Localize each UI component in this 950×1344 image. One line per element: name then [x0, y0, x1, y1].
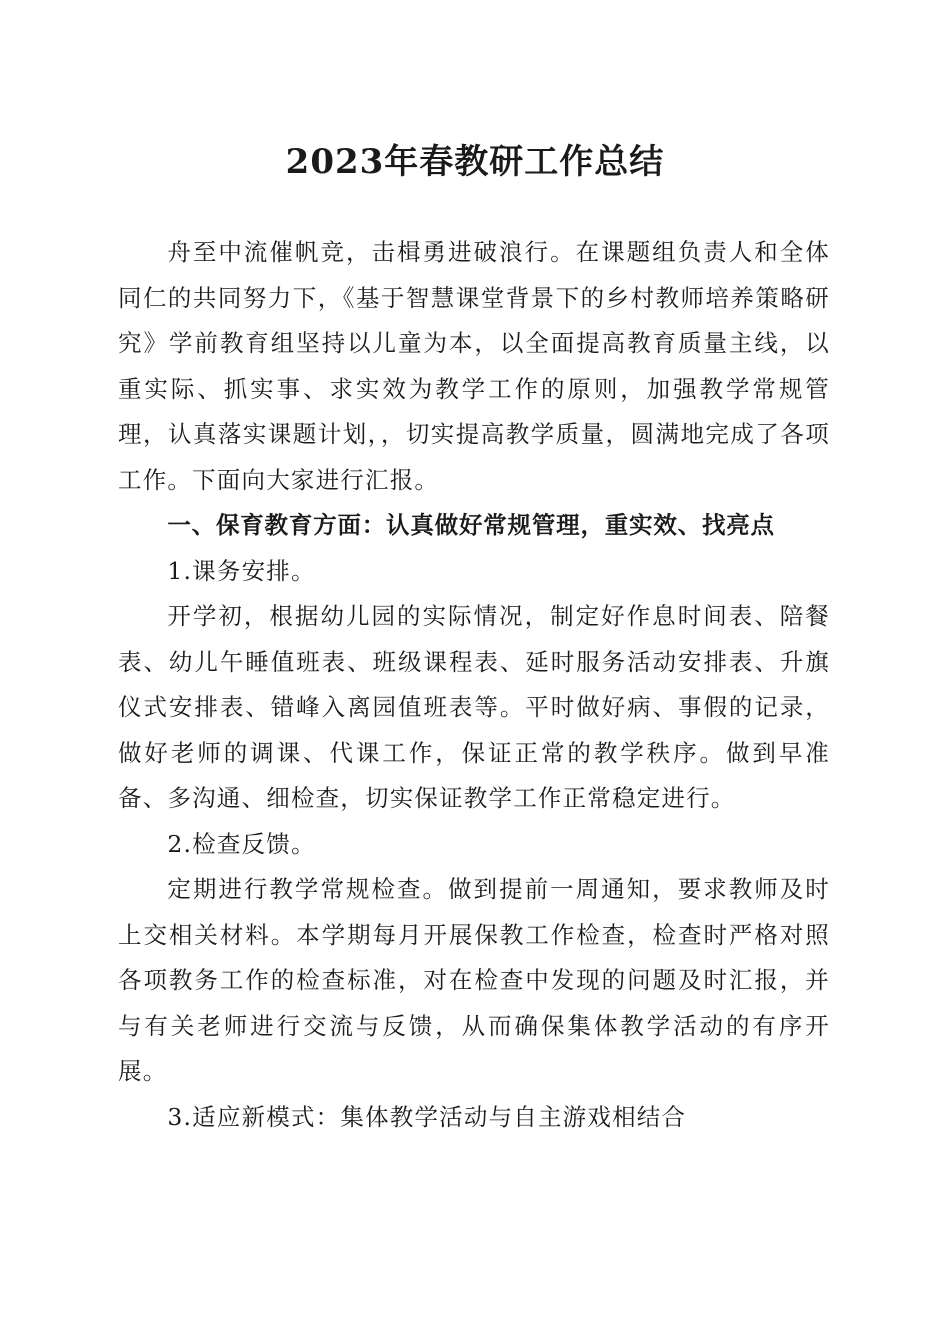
intro-paragraph: 舟至中流催帆竞，击楫勇进破浪行。在课题组负责人和全体同仁的共同努力下，《基于智慧课堂背景下的乡村教师培养策略研究》学前教育组坚持以儿童为本，以全面提高教育质量主线，以重实际、抓实事、求实效为教学工作的原则，加强教学常规管理，认真落实课题计划，，切实提高教学质量，圆满地完成了各项工作。下面向大家进行汇报。 [118, 238, 830, 494]
document-title: 2023年春教研工作总结 [285, 142, 665, 182]
section-heading: 一、保育教育方面：认真做好常规管理，重实效、找亮点 [167, 511, 775, 539]
subheading-inspection-feedback: 2.检查反馈。 [167, 829, 316, 858]
subheading-new-mode: 3.适应新模式：集体教学活动与自主游戏相结合 [167, 1102, 687, 1131]
document-body [118, 230, 830, 1140]
inspection-feedback-paragraph: 定期进行教学常规检查。做到提前一周通知，要求教师及时上交相关材料。本学期每月开展保教工作检查，检查时严格对照各项教务工作的检查标准，对在检查中发现的问题及时汇报，并与有关老师进行交流与反馈，从而确保集体教学活动的有序开展。 [118, 875, 830, 1085]
course-arrangement-paragraph: 开学初，根据幼儿园的实际情况，制定好作息时间表、陪餐表、幼儿午睡值班表、班级课程表、延时服务活动安排表、升旗仪式安排表、错峰入离园值班表等。平时做好病、事假的记录，做好老师的调课、代课工作，保证正常的教学秩序。做到早准备、多沟通、细检查，切实保证教学工作正常稳定进行。 [118, 602, 830, 812]
subheading-course-arrangement: 1.课务安排。 [167, 556, 316, 585]
